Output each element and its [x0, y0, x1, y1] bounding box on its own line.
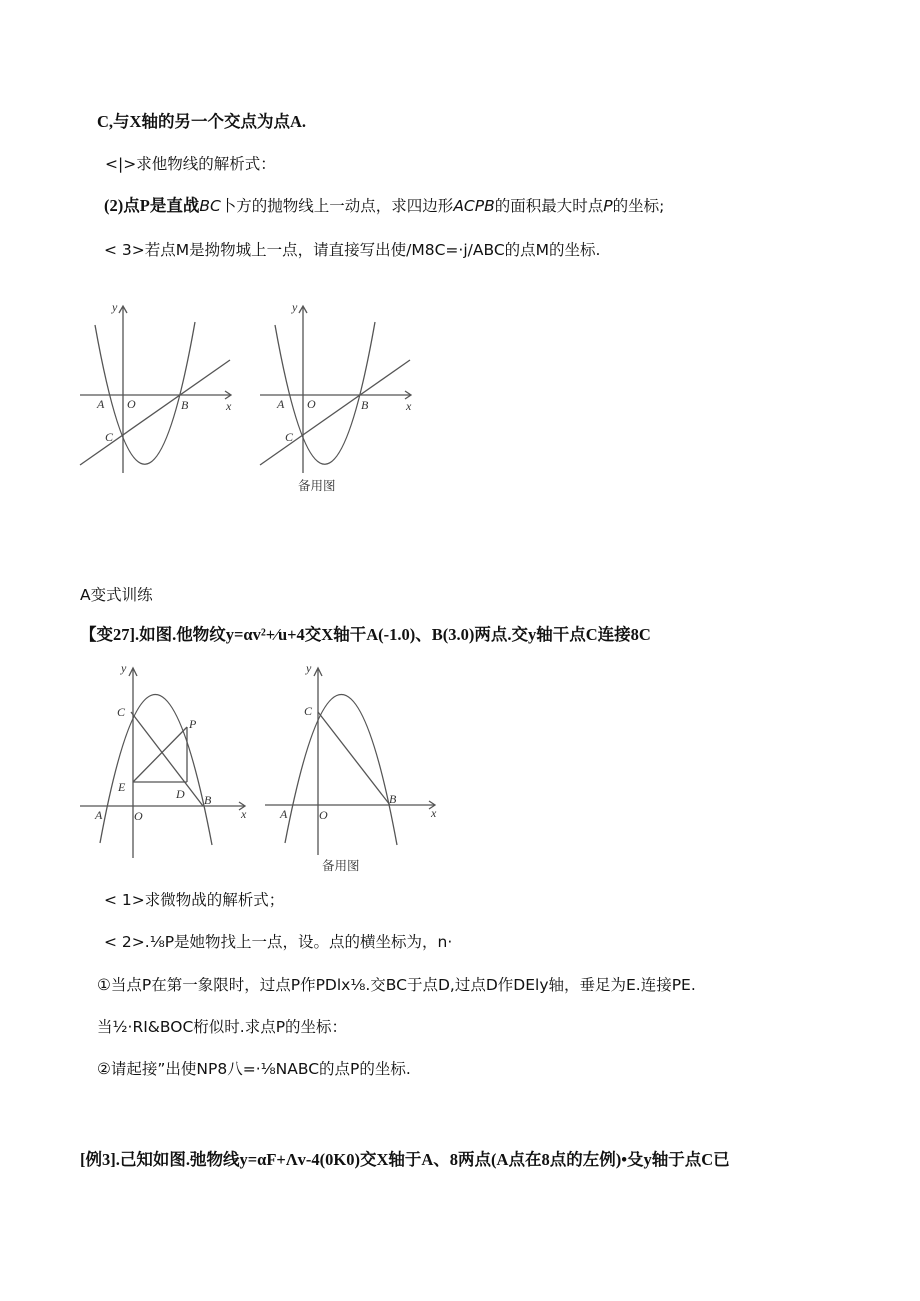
label-a: A [95, 808, 103, 822]
example-3-text: [例3].己知如图.弛物线y=αF+Λv-4(0K0)交X轴于A、8两点(A点在8点的左例)•殳y轴于点C已 [80, 1150, 730, 1169]
line-bc [260, 360, 410, 465]
label-c: C [304, 704, 313, 718]
variant-27-title: 【变27].如图.他物纹y=αv²+⁄u+4交X轴干A(-1.0)、B(3.0)两点.交y轴干点C连接8C [80, 625, 651, 644]
figure-4-caption: 备用图 [322, 858, 360, 873]
parabola-curve [285, 694, 397, 845]
label-y: y [112, 300, 118, 314]
figure-parabola-1 [75, 295, 235, 480]
variant-question-2-part-1: ①当点P在第一象限时，过点P作PDlx⅛.交BC于点D,过点D作DEly轴，垂足为E.连接PE. [97, 976, 696, 994]
question-2-mid2: 的面积最大时点 [494, 197, 604, 215]
question-2-mid: 卜方的抛物线上一动点，求四边形 [220, 197, 454, 215]
label-e: E [118, 780, 126, 794]
question-1: <|>求他物线的解析式： [105, 155, 276, 173]
question-3: < 3>若点M是拗物城上一点，请直接写出使/M8C=·j/ABC的点M的坐标. [104, 241, 601, 259]
parabola-graph-2 [255, 295, 415, 480]
label-b: B [389, 792, 397, 806]
label-b: B [204, 793, 212, 807]
figure-parabola-4 [260, 655, 440, 855]
figure-parabola-3 [75, 655, 250, 865]
parabola-graph-3 [75, 655, 250, 865]
question-2 [104, 196, 664, 216]
label-d: D [176, 787, 185, 801]
label-c: C [105, 430, 114, 444]
label-a: A [280, 807, 288, 821]
line-cb [318, 712, 390, 805]
label-p: P [189, 717, 197, 731]
parabola-graph-1 [75, 295, 235, 480]
label-b: B [181, 398, 189, 412]
line-bc [80, 360, 230, 465]
parabola-graph-4 [260, 655, 440, 855]
figure-2-caption: 备用图 [298, 478, 336, 493]
label-o: O [127, 397, 136, 411]
variant-question-2-part-2: ②请起接”出使NP8八=·⅛NABC的点P的坐标. [97, 1060, 411, 1078]
label-x: x [431, 806, 437, 820]
quad-acpb: ACPB [453, 197, 495, 215]
question-2-suffix: 的坐标; [612, 197, 665, 215]
figure-parabola-2 [255, 295, 415, 480]
label-o: O [134, 809, 143, 823]
label-a: A [277, 397, 285, 411]
label-y: y [306, 661, 312, 675]
variant-question-2: < 2>.⅛P是她物找上一点，设。点的横坐标为，n· [104, 933, 453, 951]
label-c: C [285, 430, 294, 444]
label-a: A [97, 397, 105, 411]
variant-question-2-part-1-cont: 当½·RI&BOC桁似时.求点P的坐标： [97, 1018, 348, 1036]
label-x: x [406, 399, 412, 413]
problem-line-1: C,与X轴的另一个交点为点A. [97, 112, 306, 131]
label-b: B [361, 398, 369, 412]
label-o: O [319, 808, 328, 822]
label-y: y [292, 300, 298, 314]
label-x: x [241, 807, 247, 821]
label-c: C [117, 705, 126, 719]
section-heading: A变式训练 [80, 586, 153, 604]
point-p: P [603, 197, 613, 215]
label-x: x [226, 399, 232, 413]
segment-bc: BC [199, 197, 221, 215]
label-y: y [121, 661, 127, 675]
question-2-prefix: (2)点P是直战 [104, 196, 200, 215]
label-o: O [307, 397, 316, 411]
variant-question-1: < 1>求微物战的解析式； [104, 891, 285, 909]
